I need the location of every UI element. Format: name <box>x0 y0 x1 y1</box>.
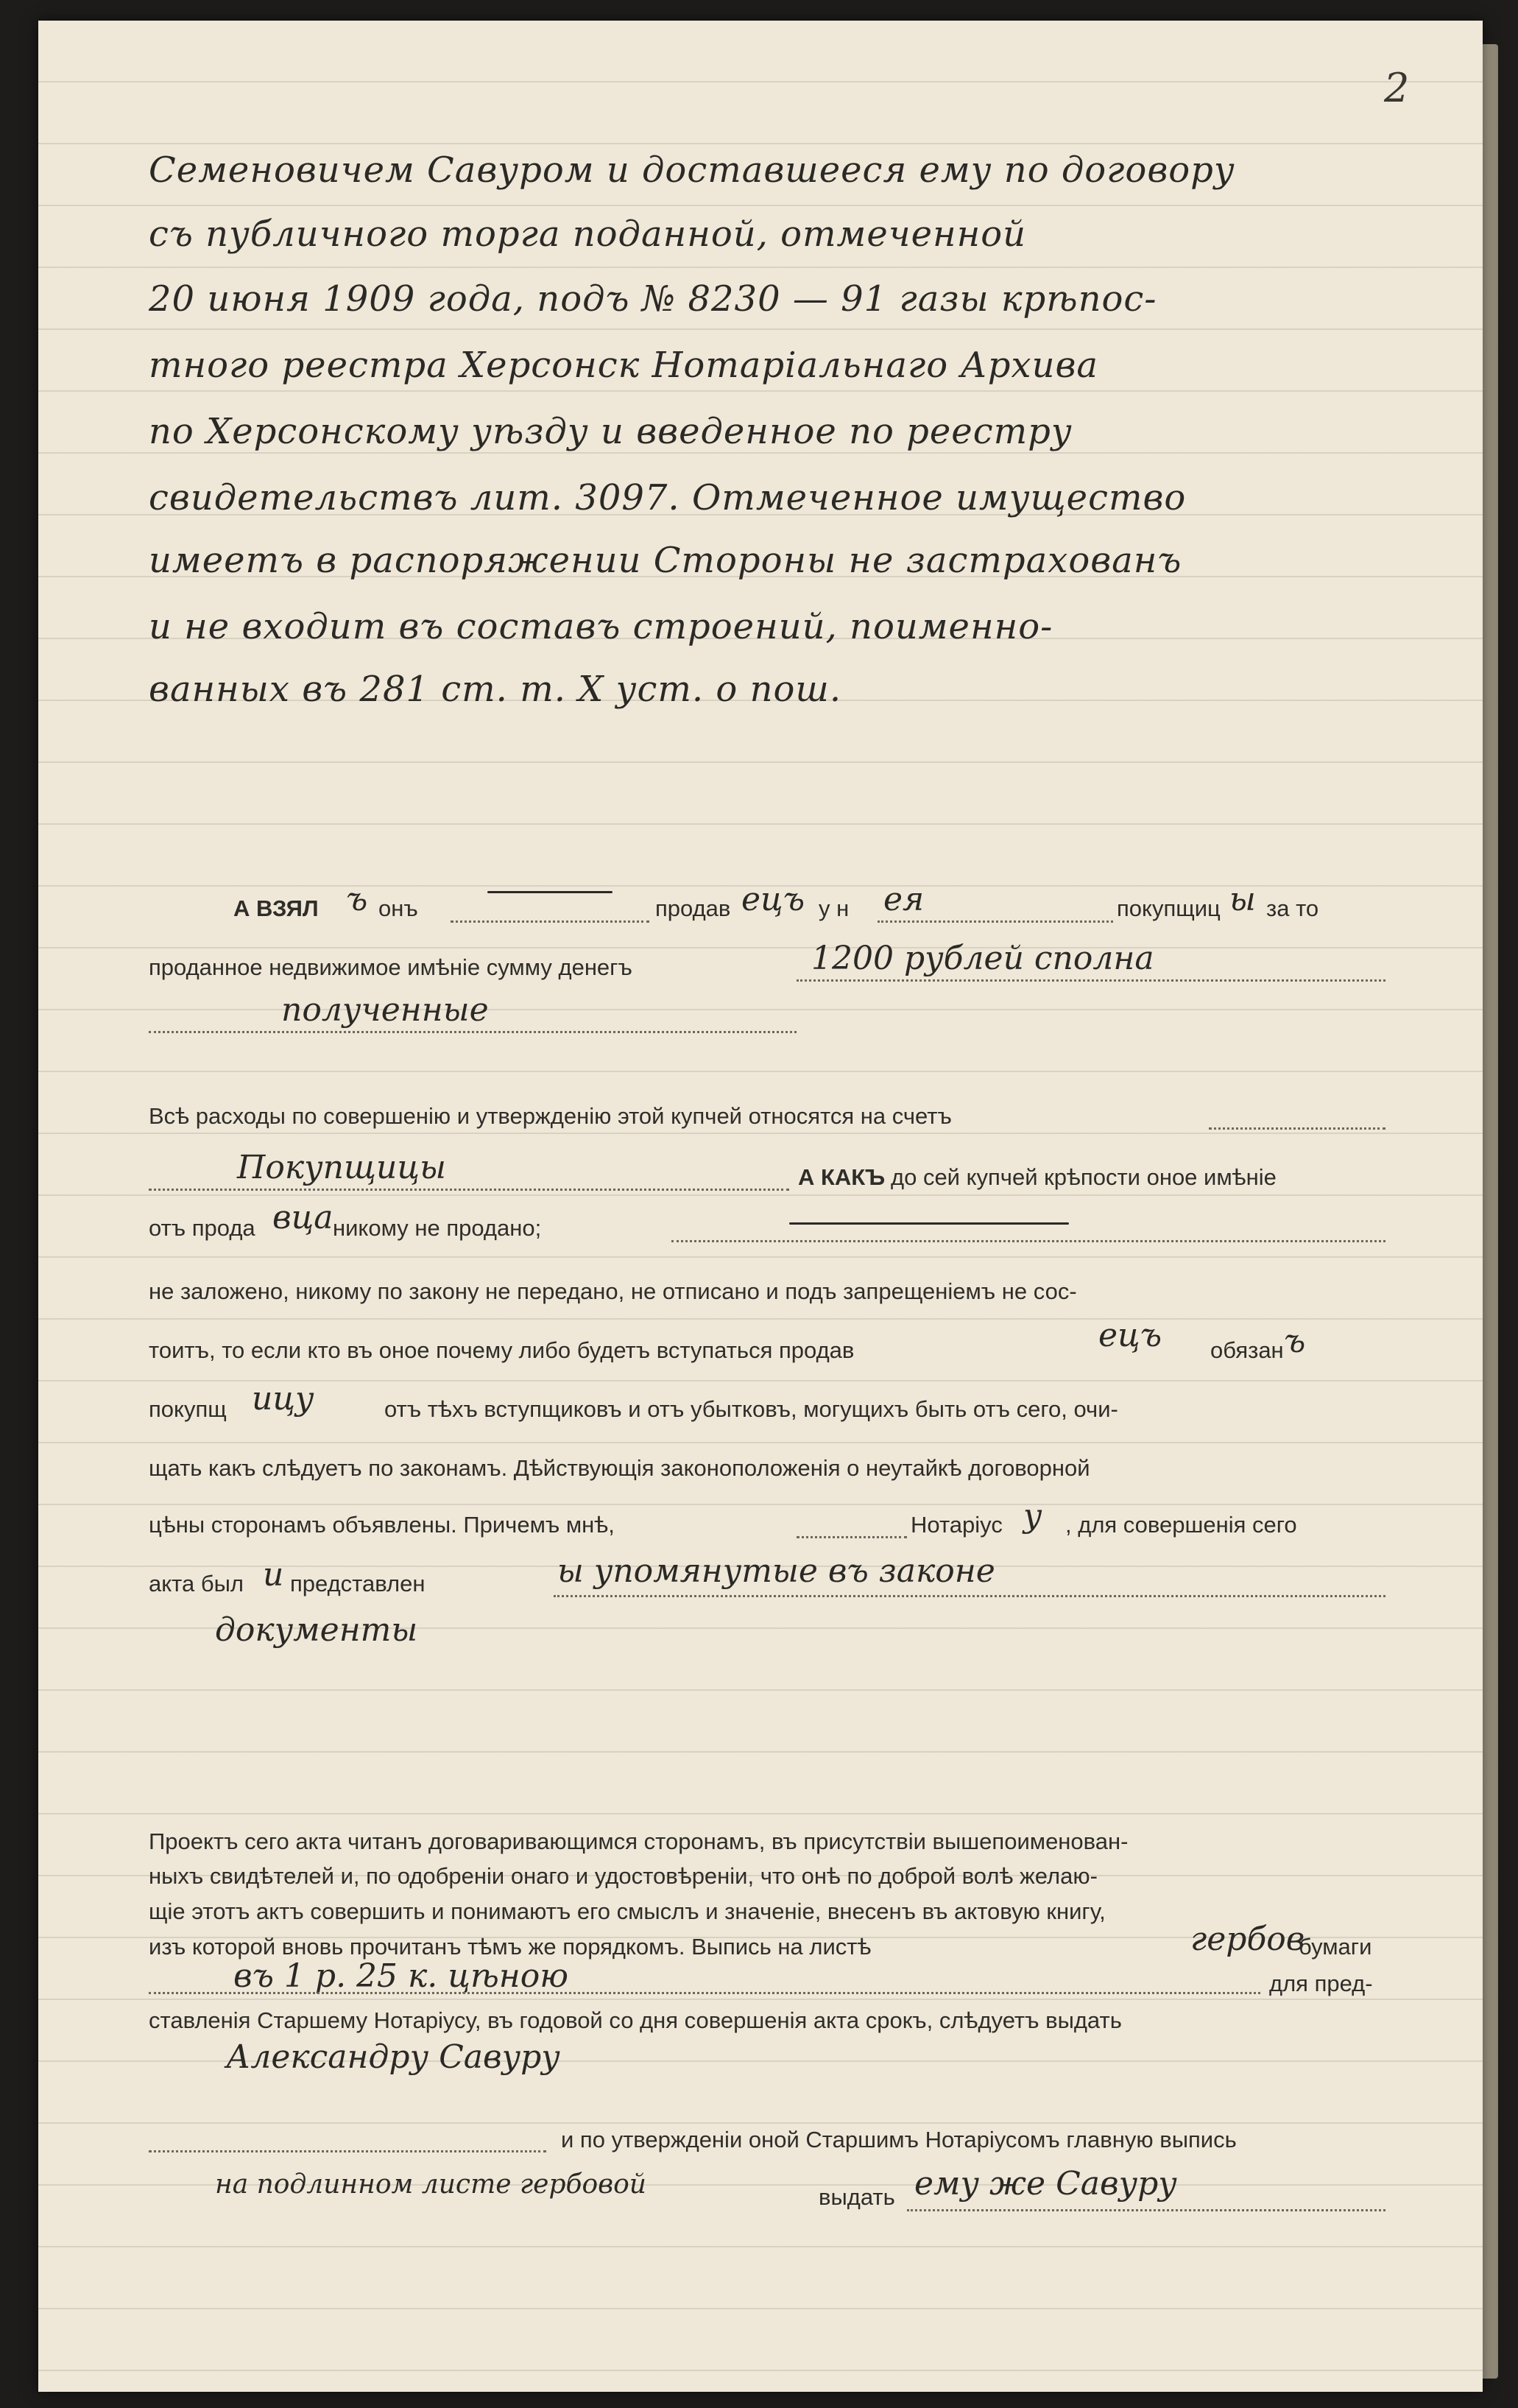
label-a-vzyal: А ВЗЯЛ <box>233 895 319 921</box>
handwritten-ending: ея <box>883 881 925 918</box>
handwritten-documents: ы упомянутые въ законе <box>557 1552 995 1590</box>
text-line: отъ тѣхъ вступщиковъ и отъ убытковъ, могущихъ быть отъ сего, очи- <box>384 1396 1118 1422</box>
text-line: изъ которой вновь прочитанъ тѣмъ же порядкомъ. Выпись на листѣ <box>149 1934 872 1960</box>
fill-line <box>149 2150 546 2152</box>
handwritten-ending: ъ <box>1284 1323 1306 1360</box>
document-page <box>38 21 1483 2392</box>
text-line: не заложено, никому по закону не передано, не отписано и подъ запрещеніемъ не сос- <box>149 1278 1077 1304</box>
label-prodav: продав <box>655 895 731 921</box>
fill-line <box>451 920 649 923</box>
text-line: отъ прода <box>149 1215 255 1241</box>
fill-line <box>907 2209 1385 2211</box>
text-line: ныхъ свидѣтелей и, по одобреніи онаго и удостовѣреніи, что онѣ по доброй волѣ желаю- <box>149 1863 1098 1889</box>
fill-line <box>878 920 1113 923</box>
handwritten-ending: ецъ <box>1098 1317 1162 1354</box>
handwritten-line: и не входит въ составъ строений, поименно- <box>149 606 1053 647</box>
fill-line <box>797 1536 907 1538</box>
handwritten-line: съ публичного торга поданной, отмеченной <box>149 214 1027 255</box>
handwritten-ending: вца <box>272 1199 333 1236</box>
fill-line <box>149 1189 789 1191</box>
handwritten-name: Александру Савуру <box>226 2038 560 2076</box>
text-line: для пред- <box>1269 1971 1373 1996</box>
handwritten-stamped: гербов <box>1190 1921 1305 1958</box>
text-line: , для совершенія сего <box>1065 1512 1297 1538</box>
text-line: покупщ <box>149 1396 227 1422</box>
fill-line <box>149 1031 797 1033</box>
handwritten-price: въ 1 р. 25 к. цѣною <box>233 1957 568 1995</box>
text-line: Проектъ сего акта читанъ договаривающимся сторонамъ, въ присутствіи вышепоименован- <box>149 1828 1129 1854</box>
handwritten-ending: ецъ <box>741 881 805 918</box>
text-line: Нотаріус <box>911 1512 1003 1538</box>
fill-line <box>149 1992 1260 1994</box>
fill-line <box>671 1240 1385 1242</box>
fill-line <box>1209 1127 1385 1130</box>
text-line: ставленія Старшему Нотаріусу, въ годовой со дня совершенія акта срокъ, слѣдуетъ выдать <box>149 2007 1122 2033</box>
text-line: цѣны сторонамъ объявлены. Причемъ мнѣ, <box>149 1512 615 1538</box>
text-line: щать какъ слѣдуетъ по законамъ. Дѣйствующія законоположенія о неутайкѣ договорной <box>149 1455 1090 1481</box>
label-za-to: за то <box>1266 895 1319 921</box>
handwritten-ending: и <box>263 1556 284 1594</box>
handwritten-name: ему же Савуру <box>914 2165 1177 2203</box>
handwritten-documents: документы <box>215 1611 418 1649</box>
handwritten-sum: 1200 рублей сполна <box>811 940 1154 977</box>
text-line: до сей купчей крѣпости оное имѣніе <box>891 1164 1277 1190</box>
text-line: и по утвержденіи оной Старшимъ Нотаріусомъ главную выпись <box>561 2127 1237 2152</box>
text-line: акта был <box>149 1571 244 1596</box>
handwritten-ending: ъ <box>346 881 368 918</box>
handwritten-line: тного реестра Херсонск Нотаріальнаго Архива <box>149 345 1099 386</box>
text-line: тоитъ, то если кто въ оное почему либо будетъ вступаться продав <box>149 1337 855 1363</box>
handwritten-buyer: Покупщицы <box>237 1149 446 1186</box>
label-pokupshch: покупщиц <box>1117 895 1221 921</box>
handwritten-received: полученные <box>281 991 489 1029</box>
handwritten-line: Семеновичем Савуром и доставшееся ему по договору <box>149 149 1235 191</box>
handwritten-ending: ицу <box>252 1380 314 1418</box>
handwritten-dash <box>487 891 613 893</box>
handwritten-ending: ы <box>1229 881 1256 918</box>
text-line: бумаги <box>1299 1934 1372 1960</box>
handwritten-line: имеетъ в распоряжении Стороны не застрахованъ <box>149 540 1182 581</box>
handwritten-line: ванных въ 281 ст. т. Х уст. о пош. <box>149 669 842 710</box>
fill-line <box>554 1595 1385 1597</box>
fill-line <box>797 979 1385 982</box>
label-a-kak: А КАКЪ <box>798 1164 886 1190</box>
text-line: обязан <box>1210 1337 1284 1363</box>
label-u-n: у н <box>819 895 850 921</box>
handwritten-line: по Херсонскому уѣзду и введенное по реестру <box>149 411 1073 452</box>
text-line: выдать <box>819 2184 895 2210</box>
text-line: представлен <box>290 1571 426 1596</box>
handwritten-sheet: на подлинном листе гербовой <box>215 2169 646 2200</box>
label-on: онъ <box>378 895 418 921</box>
text-line: щіе этотъ актъ совершить и понимаютъ его смыслъ и значеніе, внесенъ въ актовую книгу, <box>149 1898 1106 1924</box>
page-number: 2 <box>1384 65 1410 111</box>
text-line: проданное недвижимое имѣніе сумму денегъ <box>149 954 632 980</box>
handwritten-dash <box>789 1222 1069 1225</box>
text-line: никому не продано; <box>333 1215 542 1241</box>
handwritten-line: 20 июня 1909 года, подъ № 8230 — 91 газы крѣпос- <box>149 278 1157 320</box>
text-line: Всѣ расходы по совершенію и утвержденію этой купчей относятся на счетъ <box>149 1103 952 1129</box>
handwritten-ending: у <box>1023 1497 1042 1535</box>
handwritten-line: свидетельствъ лит. 3097. Отмеченное имущество <box>149 477 1187 518</box>
